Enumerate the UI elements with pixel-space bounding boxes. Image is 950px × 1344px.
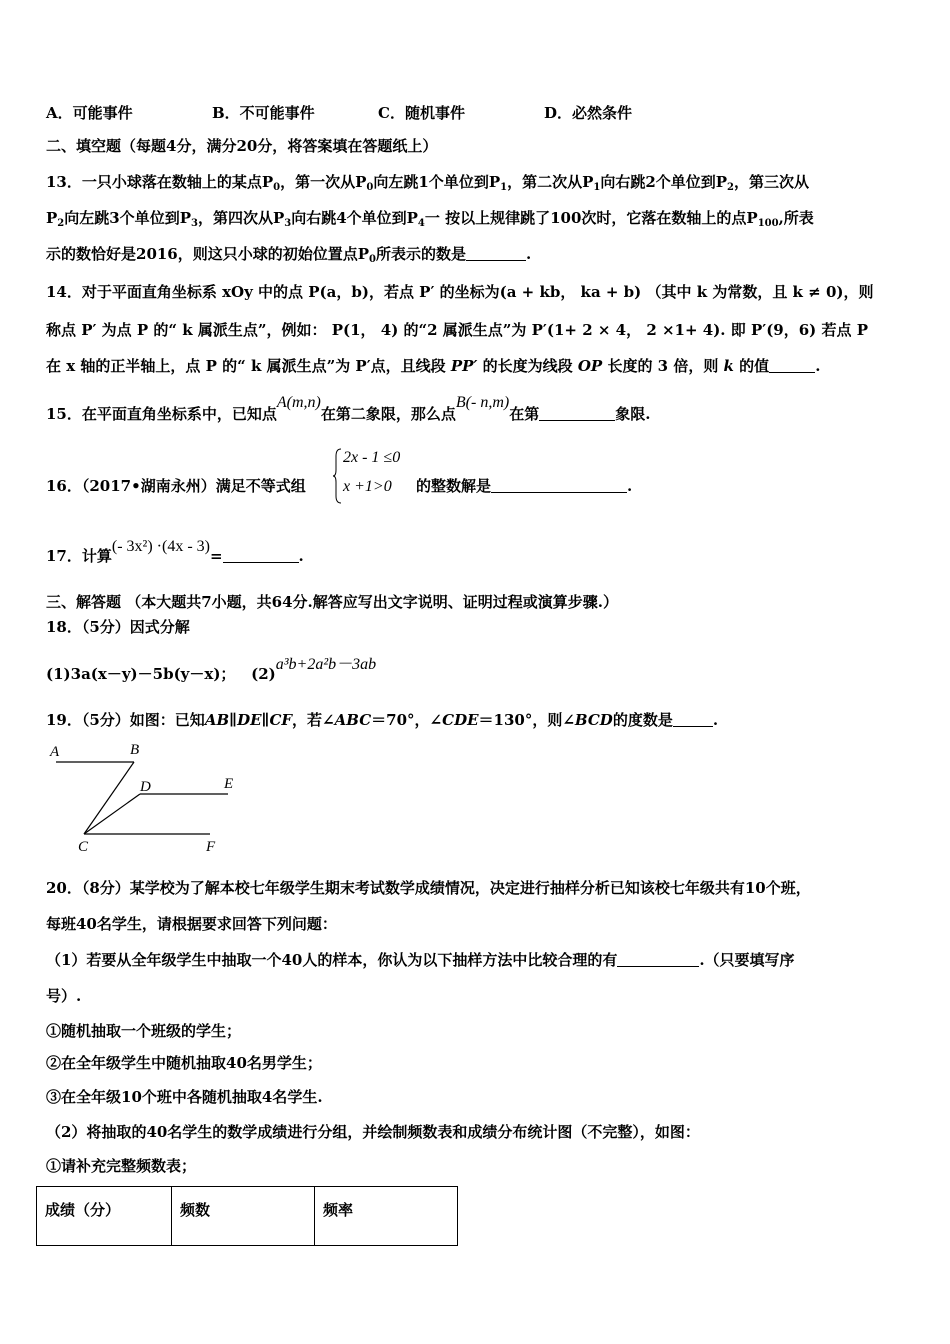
q19-line: 19．（5分）如图：已知AB∥DE∥CF，若∠ABC＝70°，∠CDE＝130°，则∠BCD的度数是 . [46,711,719,729]
q14-answer-blank[interactable] [769,358,815,373]
q17-expression: (- 3x²) ·(4x - 3) [111,538,210,555]
q20-line-5: （2）将抽取的40名学生的数学成绩进行分组，并绘制频数表和成绩分布统计图（不完整），如图： [46,1123,700,1141]
q16-answer-blank[interactable] [491,478,627,493]
q20-option-1: ①随机抽取一个班级的学生； [46,1022,242,1040]
inequality-brace [332,448,342,504]
q15-line: 15．在平面直角坐标系中，已知点A(m,n)在第二象限，那么点B(- n,m)在第 象限. [46,394,651,423]
line-bc [84,762,134,834]
q20-option-3: ③在全年级10个班中各随机抽取4名学生. [46,1088,323,1106]
header-frequency: 频数 [172,1187,315,1246]
label-d: D [140,779,151,795]
label-a: A [50,744,60,760]
option-a: A．可能事件 [46,104,133,122]
q16-inequality-1: 2x - 1 ≤0 [343,449,401,466]
q20-answer-blank[interactable] [617,952,699,967]
q14-line-3: 在 x 轴的正半轴上，点 P 的“ k 属派生点”为 P′点，且线段 PP′ 的长度为线段 OP 长度的 3 倍，则 k 的值 . [46,357,821,375]
q15-answer-blank[interactable] [539,406,615,421]
parallel-lines-figure [40,738,250,860]
option-d: D．必然条件 [544,104,633,122]
q17-answer-blank[interactable] [223,548,299,563]
option-c: C．随机事件 [378,104,465,122]
section-3-title: 三、解答题 （本大题共7小题，共64分.解答应写出文字说明、证明过程或演算步骤.） [46,593,618,611]
q20-line-4: 号）. [46,987,82,1005]
header-score: 成绩（分） [37,1187,172,1246]
q18-expression: a³b+2a²b－3ab [275,656,377,673]
q20-line-2: 每班40名学生，请根据要求回答下列问题： [46,915,337,933]
q13-answer-blank[interactable] [466,246,526,261]
q20-option-2: ②在全年级学生中随机抽取40名男学生； [46,1054,322,1072]
label-c: C [78,839,89,855]
q13-line-3: 示的数恰好是2016，则这只小球的初始位置点$P_0$所表示的数是 . [46,245,532,265]
section-2-title: 二、填空题（每题4分，满分20分，将答案填在答题纸上） [46,137,438,155]
q20-line-6: ①请补充完整频数表； [46,1157,197,1175]
label-b: B [130,742,140,758]
label-e: E [224,776,234,792]
frequency-table [36,1186,458,1246]
q16-text: 16．（2017•湖南永州）满足不等式组 [46,477,306,495]
q18-parts: (1)3a(x－y)－5b(y－x)； (2)a³b+2a²b－3ab [46,656,377,683]
header-rate: 频率 [315,1187,458,1246]
q15-point-b: B(- n,m) [455,394,510,411]
q13-line-2: $P_2$向左跳3个单位到$P_3$，第四次从$P_3$向右跳4个单位到$P_4$一 按以上规律跳了100次时，它落在数轴上的点$P_{100}$,所表 [46,209,814,229]
q13-line-1: 13．一只小球落在数轴上的某点$P_0$，第一次从$P_0$向左跳1个单位到$P_1$，第二次从$P_1$向右跳2个单位到$P_2$，第三次从 [46,173,810,193]
table-header-row [37,1187,458,1246]
q20-line-1: 20．（8分）某学校为了解本校七年级学生期末考试数学成绩情况，决定进行抽样分析已知该校七年级共有10个班， [46,879,811,897]
line-cd [84,794,140,834]
q14-line-2: 称点 P′ 为点 P 的“ k 属派生点”，例如： P(1， 4) 的“2 属派生点”为 P′(1+ 2 × 4， 2 ×1+ 4). 即 P′(9，6) 若点 P [46,321,868,339]
q14-line-1: 14．对于平面直角坐标系 xOy 中的点 P(a，b)，若点 P′ 的坐标为(a + kb， ka + b) （其中 k 为常数，且 k ≠ 0)，则 [46,283,874,301]
q15-point-a: A(m,n) [276,394,321,411]
q18-title: 18．（5分）因式分解 [46,618,190,636]
q20-line-3: （1）若要从全年级学生中抽取一个40人的样本，你认为以下抽样方法中比较合理的有 .（只要填写序 [46,951,795,969]
q17-line: 17．计算(- 3x²) ·(4x - 3)= . [46,538,304,565]
option-b: B．不可能事件 [212,104,315,122]
label-f: F [206,839,216,855]
q19-answer-blank[interactable] [673,712,713,727]
q16-tail: 的整数解是 . [416,477,633,495]
q16-inequality-2: x +1>0 [343,478,392,495]
